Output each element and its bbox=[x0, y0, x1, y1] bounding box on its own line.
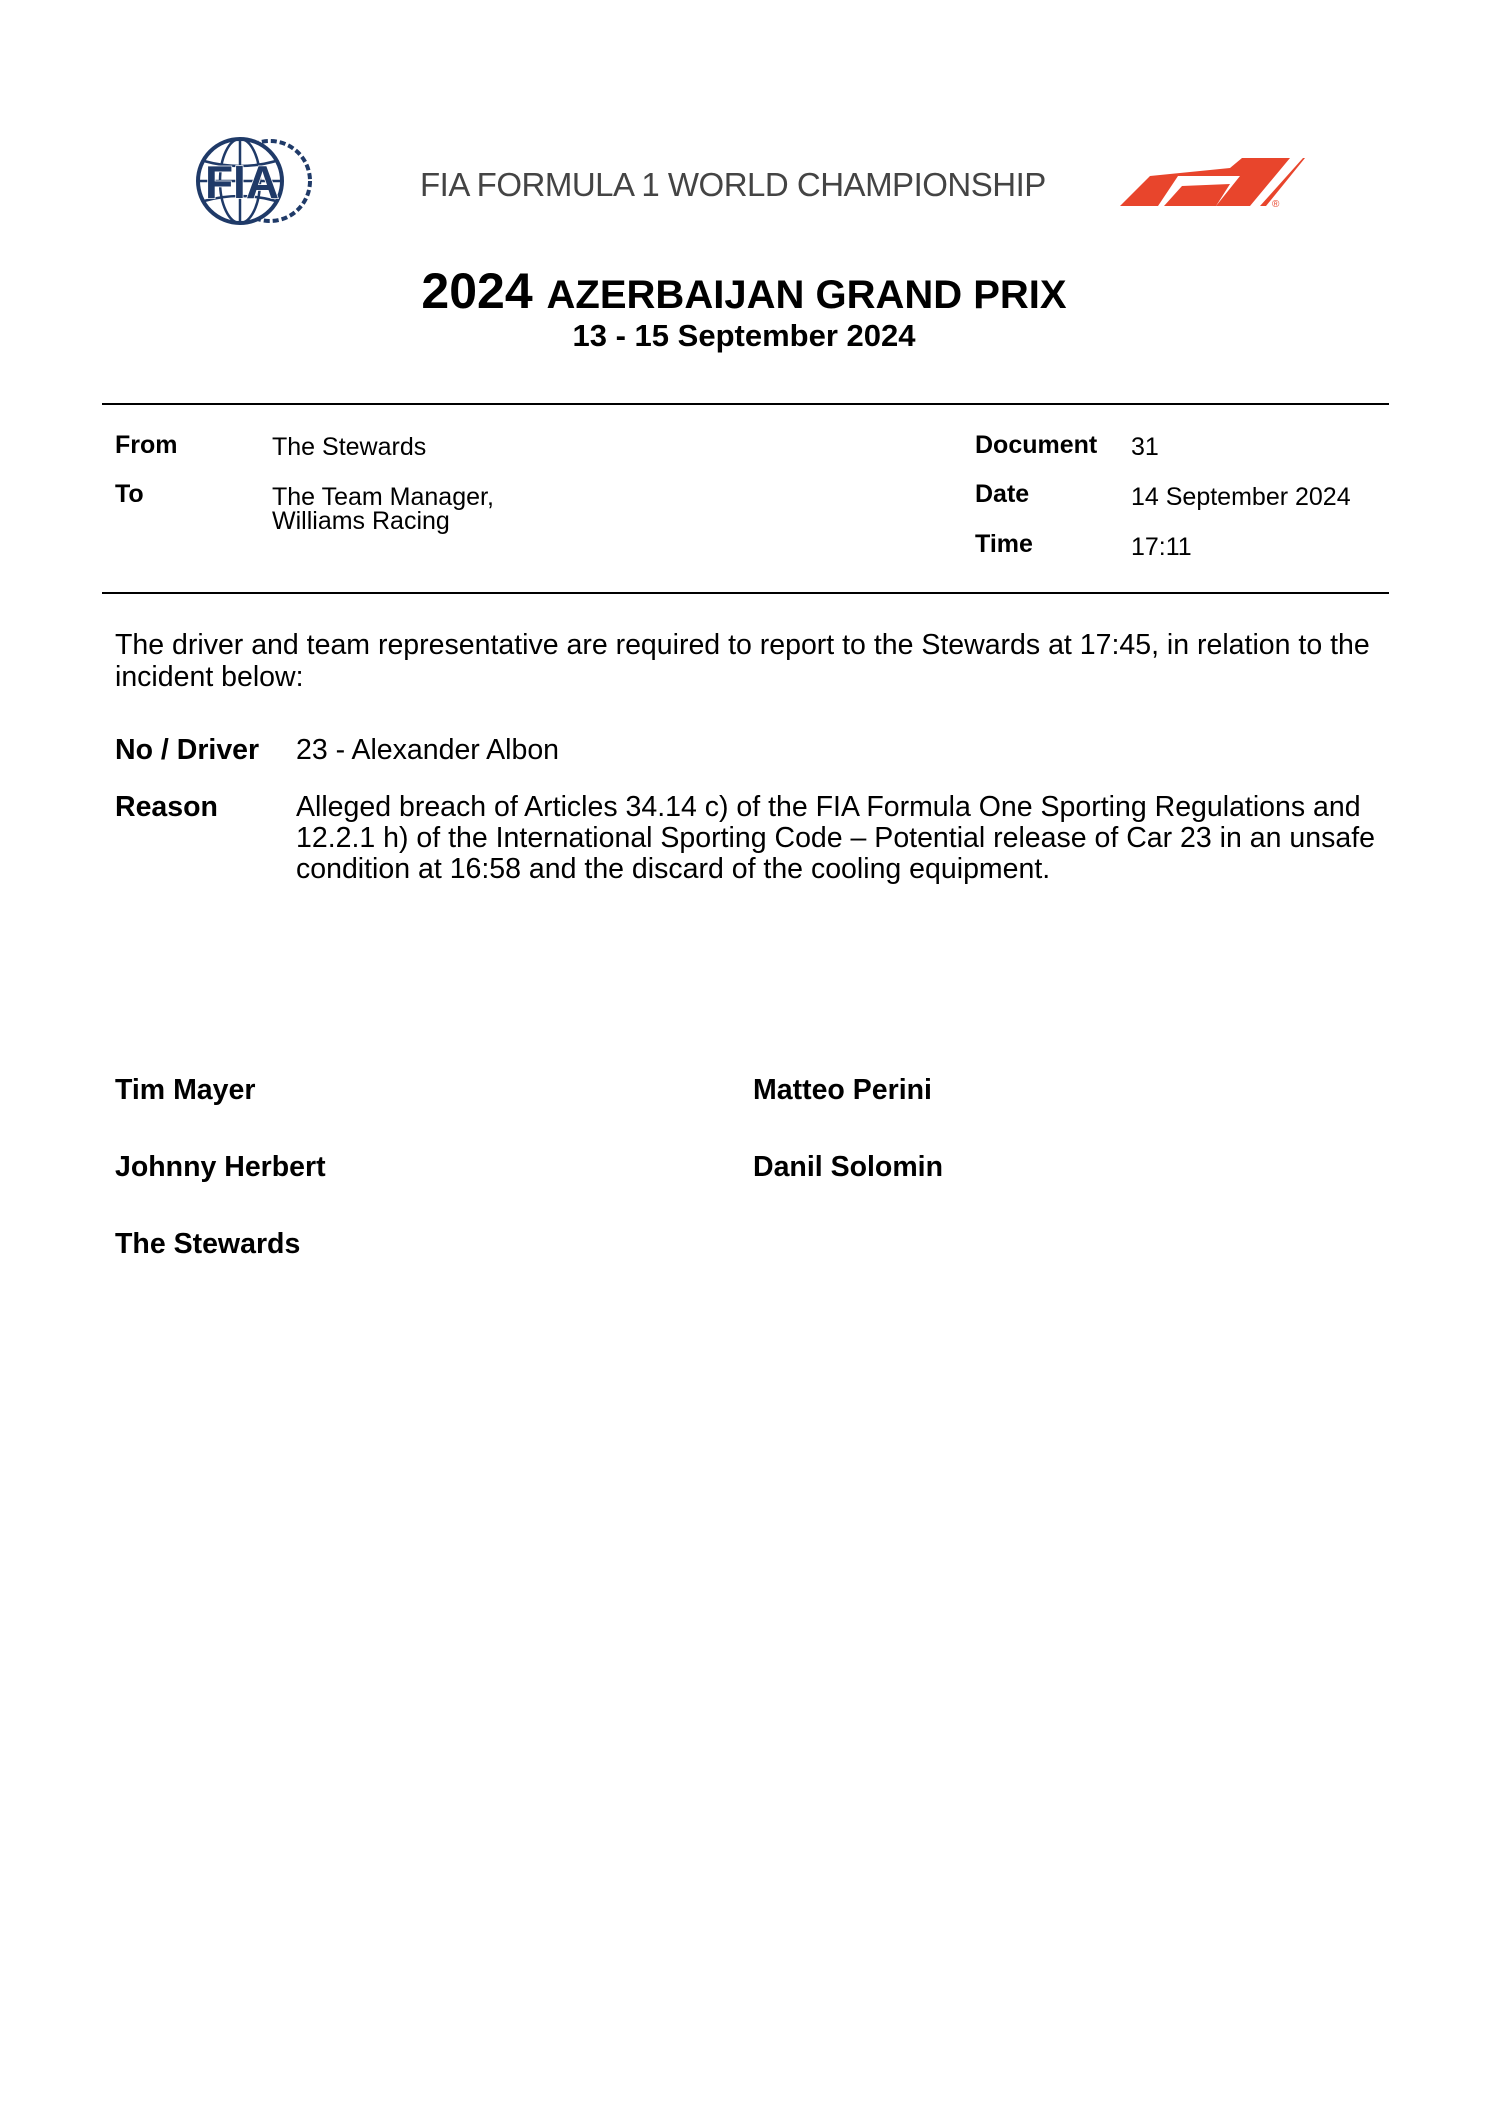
championship-title: FIA FORMULA 1 WORLD CHAMPIONSHIP bbox=[420, 166, 1046, 203]
event-dates: 13 - 15 September 2024 bbox=[572, 318, 916, 353]
to-label: To bbox=[115, 480, 144, 508]
steward-matteo-perini: Matteo Perini bbox=[753, 1074, 932, 1106]
fia-logo-text: FIA bbox=[204, 156, 280, 208]
driver-label: No / Driver bbox=[115, 734, 260, 766]
document-value: 31 bbox=[1131, 433, 1159, 461]
date-value: 14 September 2024 bbox=[1131, 483, 1351, 511]
from-value: The Stewards bbox=[272, 433, 427, 461]
steward-johnny-herbert: Johnny Herbert bbox=[115, 1151, 326, 1183]
stewards-footer: The Stewards bbox=[115, 1228, 301, 1260]
reason-label: Reason bbox=[115, 791, 218, 823]
to-value-line1: The Team Manager, bbox=[272, 483, 494, 511]
event-title bbox=[0, 262, 1488, 320]
steward-tim-mayer: Tim Mayer bbox=[115, 1074, 256, 1106]
f1-registered-mark: ® bbox=[1272, 199, 1280, 208]
driver-value: 23 - Alexander Albon bbox=[296, 734, 560, 766]
top-divider bbox=[102, 403, 1389, 405]
reason-value: Alleged breach of Articles 34.14 c) of the FIA Formula One Sporting Regulations and 12.2.1 h) of the International Sporting Code – Potential release of Car 23 in an unsafe condition at 16:58 and the discard of the cooling equipment. bbox=[296, 791, 1375, 885]
from-label: From bbox=[115, 431, 178, 459]
f1-logo bbox=[1120, 158, 1305, 208]
document-label: Document bbox=[975, 431, 1098, 459]
bottom-divider bbox=[102, 592, 1389, 594]
event-name: AZERBAIJAN GRAND PRIX bbox=[546, 273, 1067, 317]
fia-logo bbox=[190, 136, 316, 226]
steward-danil-solomin: Danil Solomin bbox=[753, 1151, 944, 1183]
event-year: 2024 bbox=[421, 263, 533, 319]
summons-intro: The driver and team representative are required to report to the Stewards at 17:45, in relation to the incident below: bbox=[115, 629, 1370, 693]
time-value: 17:11 bbox=[1131, 533, 1192, 561]
time-label: Time bbox=[975, 530, 1033, 558]
date-label: Date bbox=[975, 480, 1030, 508]
to-value-line2: Williams Racing bbox=[272, 507, 450, 535]
